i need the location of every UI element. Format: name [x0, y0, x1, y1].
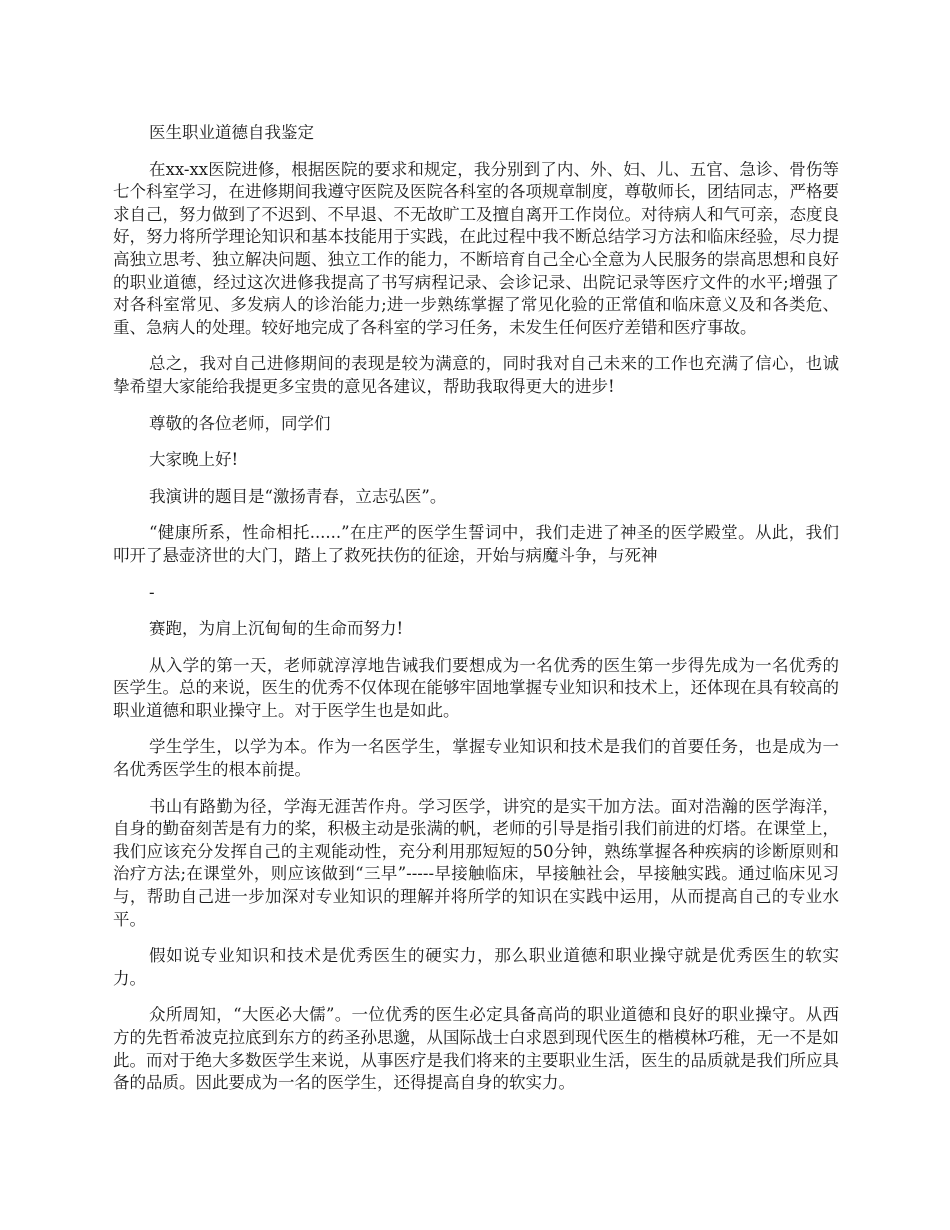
document-body — [113, 122, 839, 1109]
paragraph: 从入学的第一天，老师就淳淳地告诫我们要想成为一名优秀的医生第一步得先成为一名优秀的医学生。总的来说，医生的优秀不仅体现在能够牢固地掌握专业知识和技术上，还体现在具有较高的职业道德和职业操守上。对于医学生也是如此。 — [113, 655, 839, 720]
paragraph: 书山有路勤为径，学海无涯苦作舟。学习医学，讲究的是实干加方法。面对浩瀚的医学海洋，自身的勤奋刻苦是有力的桨，积极主动是张满的帆，老师的引导是指引我们前进的灯塔。在课堂上，我们应该充分发挥自己的主观能动性，充分利用那短短的50分钟，熟练掌握各种疾病的诊断原则和治疗方法;在课堂外，则应该做到“三早”-----早接触临床，早接触社会，早接触实践。通过临床见习与，帮助自己进一步加深对专业知识的理解并将所学的知识在实践中运用，从而提高自己的专业水平。 — [113, 796, 839, 929]
paragraph: 众所周知，“大医必大儒”。一位优秀的医生必定具备高尚的职业道德和良好的职业操守。从西方的先哲希波克拉底到东方的药圣孙思邈，从国际战士白求恩到现代医生的楷模林巧稚，无一不是如此。而对于绝大多数医学生来说，从事医疗是我们将来的主要职业生活，医生的品质就是我们所应具备的品质。因此要成为一名的医学生，还得提高自身的软实力。 — [113, 1005, 839, 1093]
document-title: 医生职业道德自我鉴定 — [149, 123, 314, 142]
paragraph: 赛跑，为肩上沉甸甸的生命而努力! — [149, 619, 404, 639]
separator: - — [149, 582, 155, 602]
salutation: 尊敬的各位老师，同学们 — [149, 413, 331, 433]
paragraph: “健康所系，性命相托......”在庄严的医学生誓词中，我们走进了神圣的医学殿堂。从此，我们叩开了悬壶济世的大门，踏上了救死扶伤的征途，开始与病魔斗争，与死神 — [113, 523, 839, 565]
paragraph: 在xx-xx医院进修，根据医院的要求和规定，我分别到了内、外、妇、儿、五官、急诊、骨伤等七个科室学习，在进修期间我遵守医院及医院各科室的各项规章制度，尊敬师长，团结同志，严格要求自己，努力做到了不迟到、不早退、不无故旷工及擅自离开工作岗位。对待病人和气可亲，态度良好，努力将所学理论知识和基本技能用于实践，在此过程中我不断总结学习方法和临床经验，尽力提高独立思考、独立解决问题、独立工作的能力，不断培育自己全心全意为人民服务的崇高思想和良好的职业道德，经过这次进修我提高了书写病程记录、会诊记录、出院记录等医疗文件的水平;增强了对各科室常见、多发病人的诊治能力;进一步熟练掌握了常见化验的正常值和临床意义及和各类危、重、急病人的处理。较好地完成了各科室的学习任务，未发生任何医疗差错和医疗事故。 — [113, 159, 839, 337]
paragraph: 我演讲的题目是“激扬青春，立志弘医”。 — [149, 486, 447, 506]
paragraph: 假如说专业知识和技术是优秀医生的硬实力，那么职业道德和职业操守就是优秀医生的软实力。 — [113, 946, 839, 988]
greeting: 大家晚上好! — [149, 450, 239, 470]
paragraph: 学生学生，以学为本。作为一名医学生，掌握专业知识和技术是我们的首要任务，也是成为一名优秀医学生的根本前提。 — [113, 737, 839, 780]
paragraph: 总之，我对自己进修期间的表现是较为满意的，同时我对自己未来的工作也充满了信心，也诚挚希望大家能给我提更多宝贵的意见各建议，帮助我取得更大的进步! — [113, 354, 839, 396]
